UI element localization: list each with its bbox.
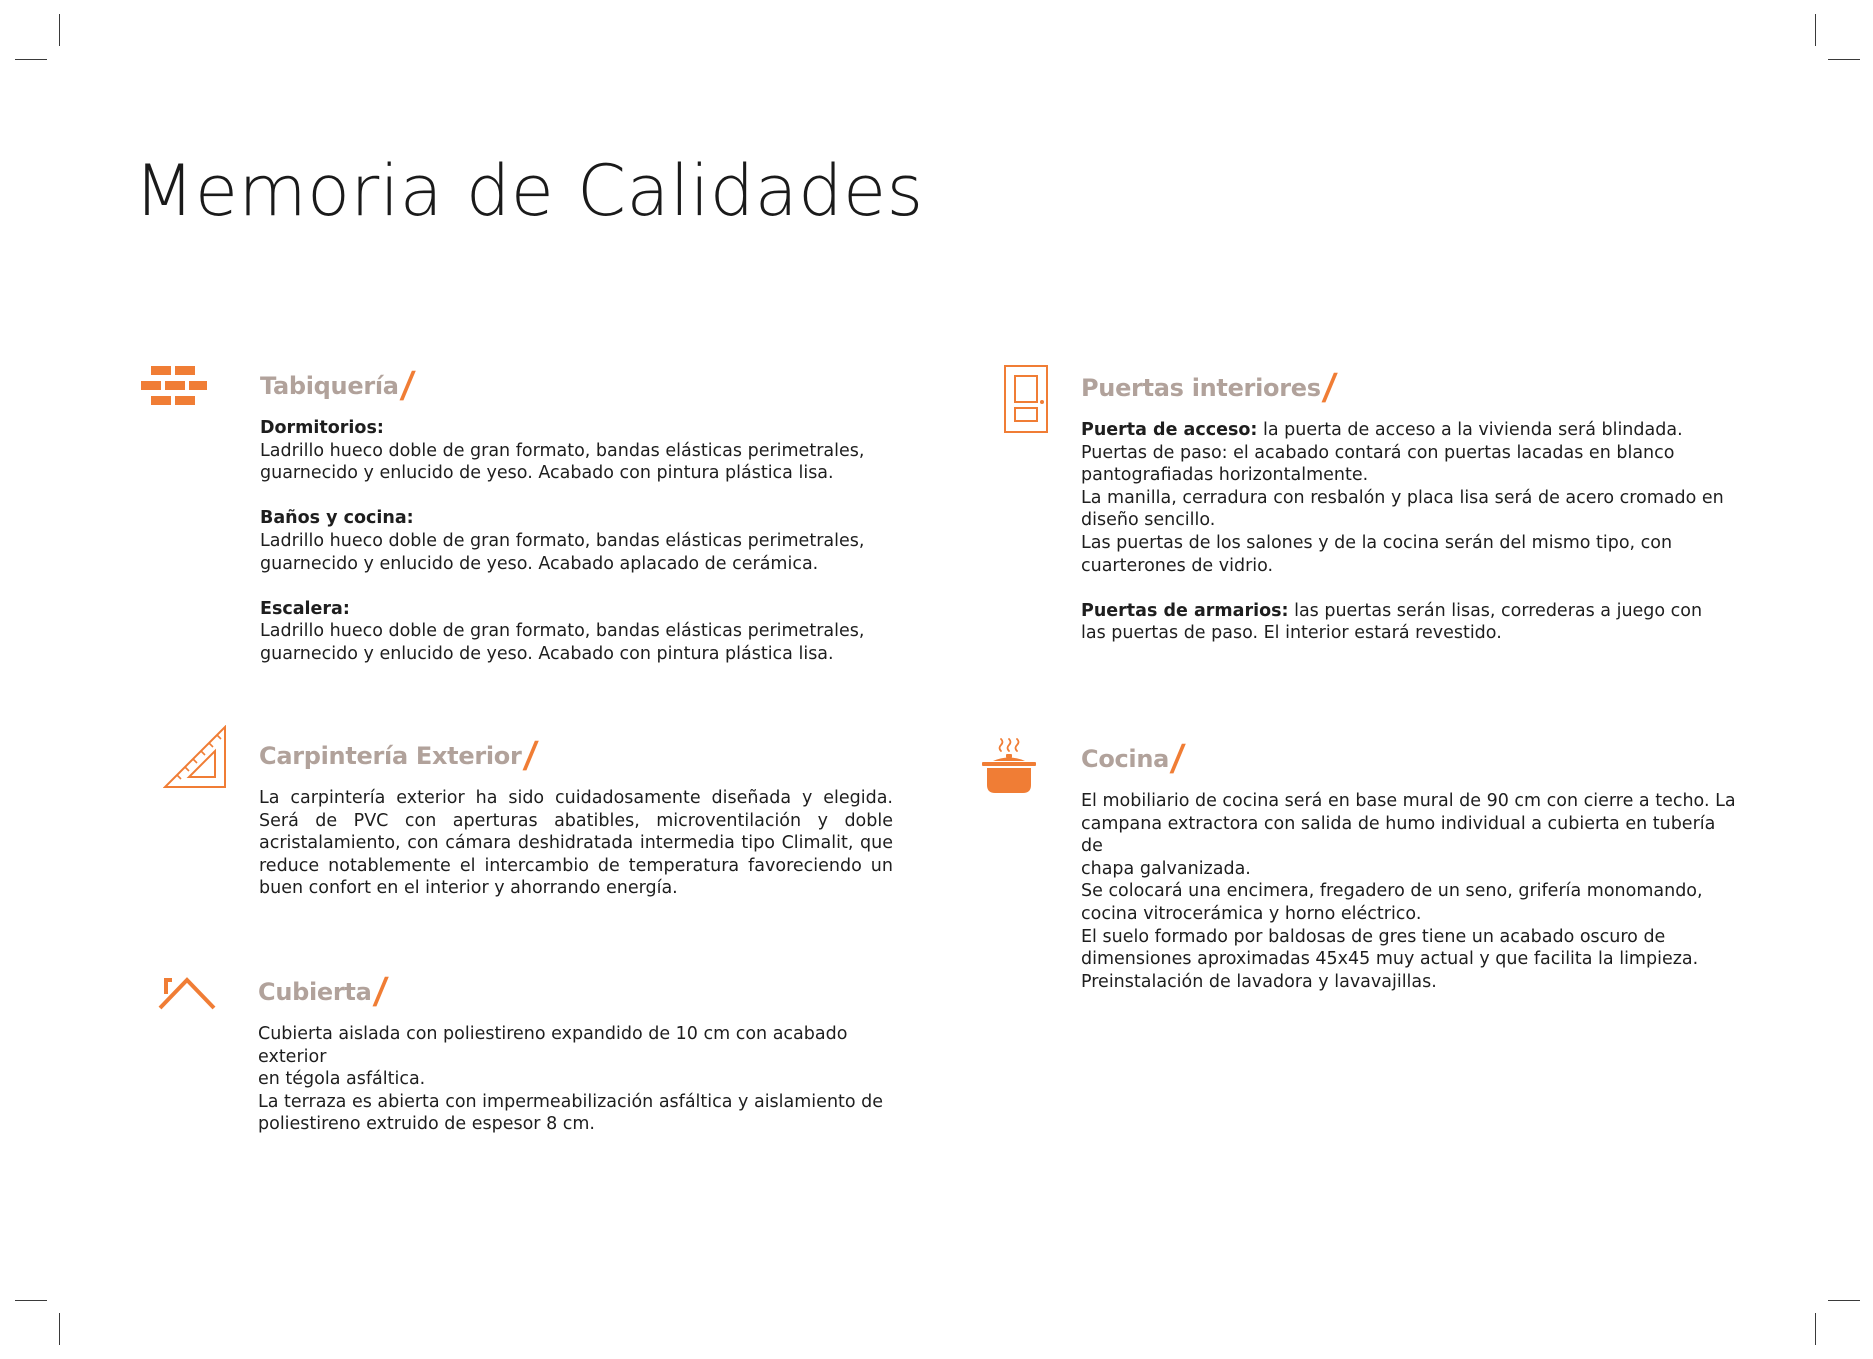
crop-mark-bottom-left xyxy=(59,1313,60,1345)
crop-mark-top-right xyxy=(1815,14,1816,46)
section-body-tabiqueria xyxy=(260,417,900,666)
block-label: Puerta de acceso: xyxy=(1081,420,1258,440)
brick-wall-icon xyxy=(141,366,207,406)
section-text: El suelo formado por baldosas de gres tiene un acabado oscuro de xyxy=(1081,926,1666,947)
section-text: La terraza es abierta con impermeabilización asfáltica y aislamiento de xyxy=(258,1091,884,1112)
cooking-pot-icon xyxy=(980,737,1038,795)
block-label: Puertas de armarios: xyxy=(1081,600,1289,621)
block-label: Escalera: xyxy=(260,598,350,619)
slash-accent: / xyxy=(1168,738,1187,779)
section-text: poliestireno extruido de espesor 8 cm. xyxy=(258,1114,595,1135)
section-text: La carpintería exterior ha sido cuidadosamente diseñada y elegida. Será de PVC con aperturas abatibles, microventilación y doble acristalamiento, con cámara deshidratada intermedia tipo Climalit, que reduce notablemente el intercambio de temperatura favoreciendo un buen confort en el interior y ahorrando energía. xyxy=(259,788,893,899)
heading-text: Cubierta xyxy=(258,978,372,1006)
roof-icon xyxy=(158,974,216,1010)
section-text: campana extractora con salida de humo individual a cubierta en tubería de xyxy=(1081,813,1716,857)
slash-accent: / xyxy=(371,971,389,1012)
block-text: guarnecido y enlucido de yeso. Acabado con pintura plástica lisa. xyxy=(260,643,834,664)
block-label: Baños y cocina: xyxy=(260,508,414,529)
slash-accent: / xyxy=(521,735,539,776)
heading-text: Puertas interiores xyxy=(1081,374,1321,402)
section-text: chapa galvanizada. xyxy=(1081,858,1251,879)
section-text: Las puertas de los salones y de la cocina serán del mismo tipo, con xyxy=(1081,532,1673,553)
block-text: la puerta de acceso a la vivienda será blindada. xyxy=(1257,420,1683,440)
crop-mark-top-right xyxy=(1828,59,1860,60)
block-text: las puertas serán lisas, correderas a juego con xyxy=(1288,600,1703,621)
slash-accent: / xyxy=(398,365,416,406)
door-icon xyxy=(1003,364,1049,434)
crop-mark-top-left xyxy=(15,59,47,60)
section-text: Preinstalación de lavadora y lavavajillas. xyxy=(1081,971,1437,992)
block-text: Ladrillo hueco doble de gran formato, bandas elásticas perimetrales, xyxy=(260,621,865,642)
set-square-icon xyxy=(163,725,227,789)
section-body-puertas xyxy=(1081,419,1731,645)
section-heading-carpinteria xyxy=(259,735,539,776)
section-text: Cubierta aislada con poliestireno expandido de 10 cm con acabado exterior xyxy=(258,1024,848,1067)
crop-mark-bottom-right xyxy=(1828,1300,1860,1301)
page-title: Memoria de Calidades xyxy=(134,150,924,232)
section-text: cocina vitrocerámica y horno eléctrico. xyxy=(1081,903,1422,924)
heading-text: Carpintería Exterior xyxy=(259,742,522,770)
section-text: Se colocará una encimera, fregadero de un seno, grifería monomando, xyxy=(1081,881,1703,902)
section-text: diseño sencillo. xyxy=(1081,510,1216,531)
block-text: Ladrillo hueco doble de gran formato, bandas elásticas perimetrales, xyxy=(260,530,865,551)
block-label: Dormitorios: xyxy=(260,418,384,438)
block-text: guarnecido y enlucido de yeso. Acabado aplacado de cerámica. xyxy=(260,553,819,574)
section-text: El mobiliario de cocina será en base mural de 90 cm con cierre a techo. La xyxy=(1081,791,1736,811)
crop-mark-bottom-right xyxy=(1815,1313,1816,1345)
section-body-cubierta xyxy=(258,1023,898,1136)
section-text: en tégola asfáltica. xyxy=(258,1069,426,1090)
heading-text: Cocina xyxy=(1081,745,1170,773)
block-text: guarnecido y enlucido de yeso. Acabado con pintura plástica lisa. xyxy=(260,463,834,484)
crop-mark-bottom-left xyxy=(15,1300,47,1301)
section-heading-puertas xyxy=(1081,367,1338,408)
section-body-carpinteria xyxy=(259,787,893,900)
section-text: pantografiadas horizontalmente. xyxy=(1081,465,1369,486)
section-heading-cubierta xyxy=(258,971,389,1012)
block-text: Ladrillo hueco doble de gran formato, bandas elásticas perimetrales, xyxy=(260,440,865,461)
section-text: cuarterones de vidrio. xyxy=(1081,555,1274,576)
crop-mark-top-left xyxy=(59,14,60,46)
section-heading-tabiqueria xyxy=(260,365,416,406)
section-text: las puertas de paso. El interior estará revestido. xyxy=(1081,623,1502,644)
slash-accent: / xyxy=(1320,367,1338,408)
heading-text: Tabiquería xyxy=(260,372,399,400)
section-heading-cocina xyxy=(1081,738,1187,779)
section-body-cocina xyxy=(1081,790,1741,993)
section-text: La manilla, cerradura con resbalón y placa lisa será de acero cromado en xyxy=(1081,487,1724,508)
section-text: dimensiones aproximadas 45x45 muy actual y que facilita la limpieza. xyxy=(1081,949,1699,970)
section-text: Puertas de paso: el acabado contará con puertas lacadas en blanco xyxy=(1081,442,1675,463)
